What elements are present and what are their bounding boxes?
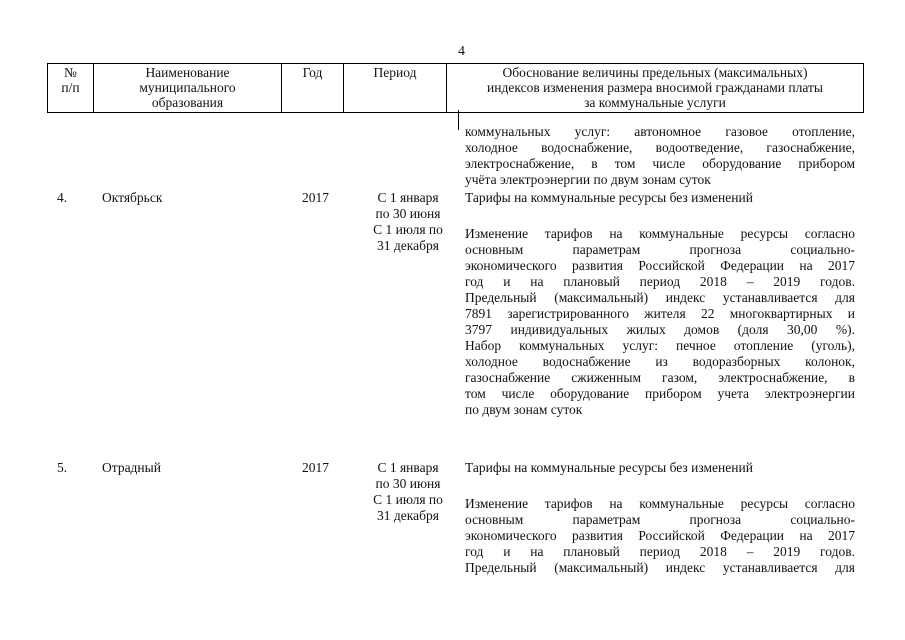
header-name-line: Наименование: [145, 65, 230, 80]
text-line: холодное водоснабжение, водоотведение, газоснабжение,: [465, 140, 855, 155]
text-line: экономического развития Российской Федерации на 2017: [465, 258, 855, 273]
text-line: 7891 зарегистрированного жителя 22 многоквартирных и: [465, 306, 855, 321]
period-line: 31 декабря: [377, 508, 439, 523]
continuation-text: [465, 124, 855, 188]
row-year: 2017: [302, 190, 329, 205]
text-line: по двум зонам суток: [465, 402, 583, 417]
period-line: по 30 июня: [375, 476, 441, 491]
text-line: Изменение тарифов на коммунальные ресурсы согласно: [465, 226, 855, 241]
header-basis-line: индексов изменения размера вносимой гражданами платы: [487, 80, 823, 95]
text-line: Предельный (максимальный) индекс устанавливается для: [465, 560, 855, 575]
column-divider: [458, 110, 459, 130]
header-basis: [447, 64, 864, 113]
municipality-name: Отрадный: [102, 460, 161, 475]
period-first-half: [364, 190, 452, 254]
header-number-line: №: [64, 65, 77, 80]
text-line: год и на плановый период 2018 – 2019 годов.: [465, 274, 855, 289]
text-line: коммунальных услуг: автономное газовое отопление,: [465, 124, 855, 139]
text-line: газоснабжение сжиженным газом, электроснабжение, в: [465, 370, 855, 385]
text-line: 3797 индивидуальных жилых домов (доля 30,00 %).: [465, 322, 855, 337]
row-description: [465, 226, 855, 418]
municipality-name: Октябрьск: [102, 190, 163, 205]
text-line: электроснабжение, в том числе оборудование прибором: [465, 156, 855, 171]
period-line: по 30 июня: [375, 206, 441, 221]
table-header: [47, 63, 864, 113]
row-year: 2017: [302, 460, 329, 475]
text-line: Изменение тарифов на коммунальные ресурсы согласно: [465, 496, 855, 511]
row-number: 5.: [57, 460, 68, 475]
text-line: Предельный (максимальный) индекс устанавливается для: [465, 290, 855, 305]
row-description: [465, 496, 855, 576]
tariff-note: Тарифы на коммунальные ресурсы без изменений: [465, 460, 753, 475]
header-basis-line: за коммунальные услуги: [584, 95, 726, 110]
text-line: год и на плановый период 2018 – 2019 годов.: [465, 544, 855, 559]
period-line: С 1 июля по: [373, 492, 443, 507]
page-number: 4: [458, 44, 465, 59]
text-line: Набор коммунальных услуг: печное отопление (уголь),: [465, 338, 855, 353]
period-first-half: [364, 460, 452, 524]
text-line: том числе оборудование прибором учета электроэнергии: [465, 386, 855, 401]
text-line: учёта электроэнергии по двум зонам суток: [465, 172, 711, 187]
period-line: 31 декабря: [377, 238, 439, 253]
header-period: Период: [344, 64, 447, 113]
row-number: 4.: [57, 190, 68, 205]
text-line: холодное водоснабжение из водоразборных колонок,: [465, 354, 855, 369]
header-number-line: п/п: [61, 80, 80, 95]
header-name: [94, 64, 282, 113]
header-basis-line: Обоснование величины предельных (максимальных): [502, 65, 808, 80]
text-line: основным параметрам прогноза социально-: [465, 512, 855, 527]
text-line: основным параметрам прогноза социально-: [465, 242, 855, 257]
tariff-note: Тарифы на коммунальные ресурсы без изменений: [465, 190, 753, 205]
header-name-line: образования: [151, 95, 224, 110]
text-line: экономического развития Российской Федерации на 2017: [465, 528, 855, 543]
header-year: Год: [282, 64, 344, 113]
header-name-line: муниципального: [139, 80, 236, 95]
period-line: С 1 июля по: [373, 222, 443, 237]
period-line: С 1 января: [377, 460, 439, 475]
period-line: С 1 января: [377, 190, 439, 205]
header-number: [48, 64, 94, 113]
